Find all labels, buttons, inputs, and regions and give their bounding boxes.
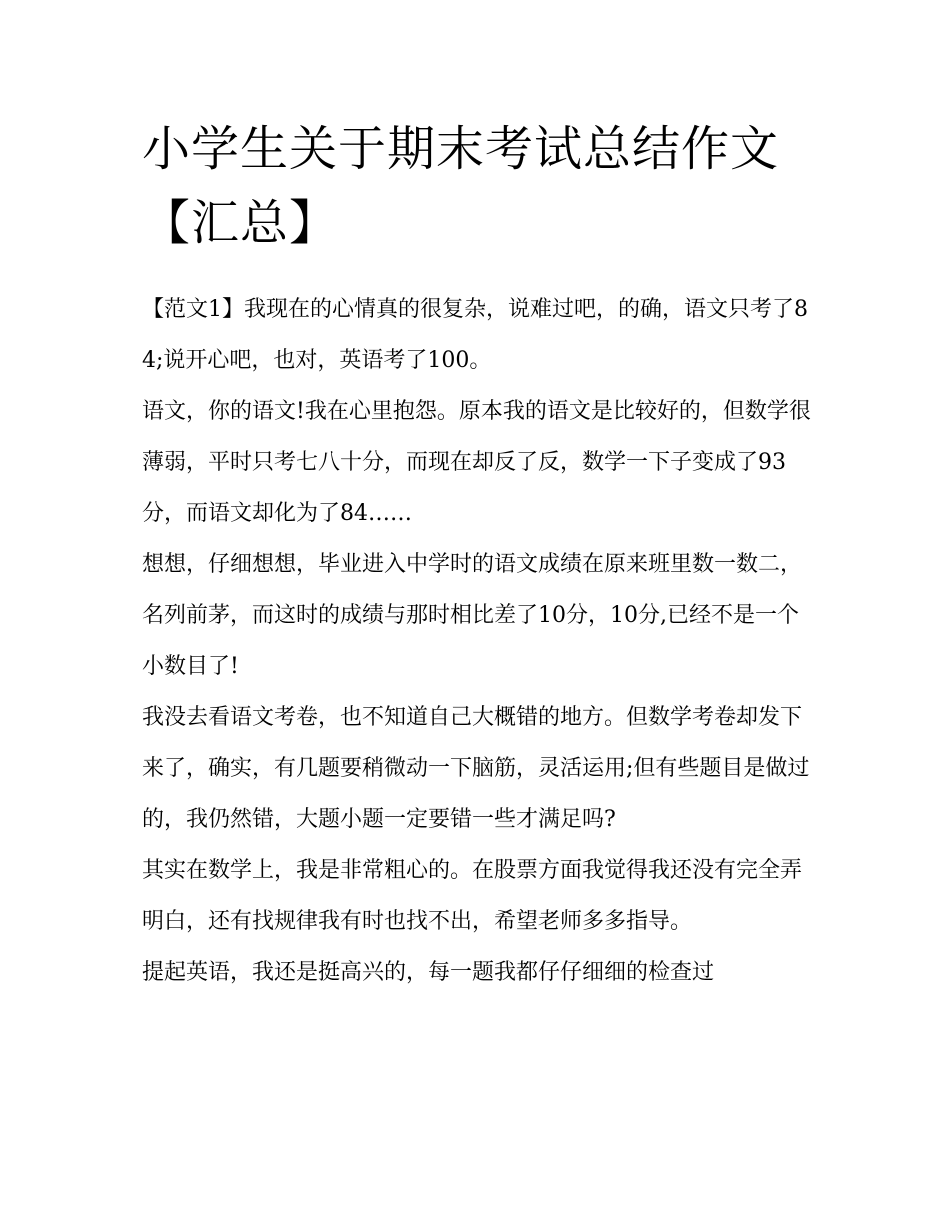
paragraph-1: 【范文1】我现在的心情真的很复杂，说难过吧，的确，语文只考了84;说开心吧，也对，英语考了100。 [142, 297, 808, 373]
document-title: 小学生关于期末考试总结作文【汇总】 [142, 121, 780, 251]
document-page [142, 112, 817, 998]
paragraph-3: 想想，仔细想想，毕业进入中学时的语文成绩在原来班里数一数二，名列前茅，而这时的成绩与那时相比差了10分，10分,已经不是一个小数目了! [142, 552, 803, 679]
paragraph-6: 提起英语，我还是挺高兴的，每一题我都仔仔细细的检查过 [142, 960, 715, 985]
paragraph-2: 语文，你的语文!我在心里抱怨。原本我的语文是比较好的，但数学很薄弱，平时只考七八十分，而现在却反了反，数学一下子变成了93分，而语文却化为了84…… [142, 399, 811, 526]
paragraph-4: 我没去看语文考卷，也不知道自己大概错的地方。但数学考卷却发下来了，确实，有几题要稍微动一下脑筋，灵活运用;但有些题目是做过的，我仍然错，大题小题一定要错一些才满足吗? [142, 705, 810, 832]
paragraph-5: 其实在数学上，我是非常粗心的。在股票方面我觉得我还没有完全弄明白，还有找规律我有时也找不出，希望老师多多指导。 [142, 858, 803, 934]
